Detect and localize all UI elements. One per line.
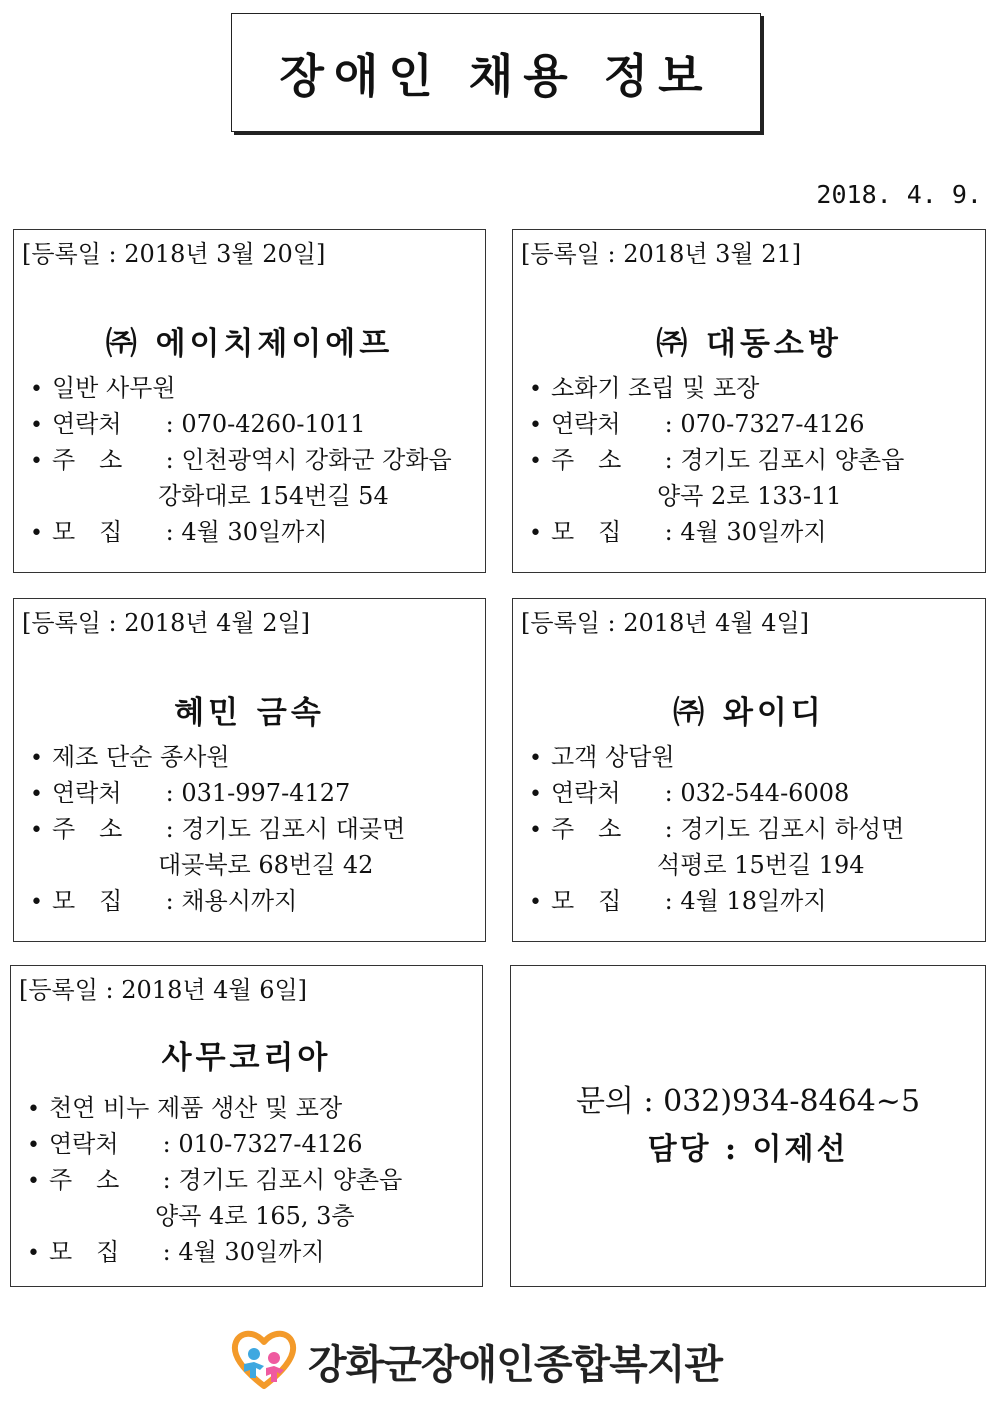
job-card [512,229,986,573]
job-address: • 주 소 : 인천광역시 강화군 강화읍 [30,446,452,474]
job-deadline: • 모 집 : 채용시까지 [30,887,298,915]
registration-date: [등록일 : 2018년 4월 2일] [22,609,311,637]
inquiry-phone: 문의 : 032)934-8464~5 [575,1084,921,1119]
footer-logo [230,1328,722,1394]
title-box [231,13,761,132]
company-name: 혜민 금속 [174,695,325,731]
company-name: ㈜ 에이치제이에프 [105,326,394,362]
registration-date: [등록일 : 2018년 3월 20일] [22,240,326,268]
job-contact: • 연락처 : 010-7327-4126 [27,1130,363,1158]
job-position: • 천연 비누 제품 생산 및 포장 [27,1094,343,1122]
job-address-line2: 양곡 2로 133-11 [657,482,842,510]
document-date: 2018. 4. 9. [816,180,982,209]
job-position: • 일반 사무원 [30,374,176,402]
registration-date: [등록일 : 2018년 3월 21] [521,240,802,268]
registration-date: [등록일 : 2018년 4월 6일] [19,976,308,1004]
job-position: • 고객 상담원 [529,743,675,771]
contact-box [510,965,986,1287]
job-deadline: • 모 집 : 4월 18일까지 [529,887,827,915]
job-card [10,965,483,1287]
job-address-line2: 석평로 15번길 194 [657,851,865,879]
job-address-line2: 강화대로 154번길 54 [158,482,389,510]
job-card [512,598,986,942]
company-name: 사무코리아 [161,1040,332,1076]
job-card [13,229,486,573]
job-position: • 소화기 조립 및 포장 [529,374,760,402]
registration-date: [등록일 : 2018년 4월 4일] [521,609,810,637]
job-card [13,598,486,942]
job-contact: • 연락처 : 070-4260-1011 [30,410,366,438]
job-deadline: • 모 집 : 4월 30일까지 [27,1238,325,1266]
job-address: • 주 소 : 경기도 김포시 양촌읍 [27,1166,403,1194]
job-contact: • 연락처 : 032-544-6008 [529,779,850,807]
manager-name: 담당 : 이제선 [647,1132,849,1167]
job-contact: • 연락처 : 070-7327-4126 [529,410,865,438]
job-address-line2: 대곶북로 68번길 42 [158,851,374,879]
organization-name: 강화군장애인종합복지관 [308,1341,723,1388]
company-name: ㈜ 와이디 [673,695,825,731]
company-name: ㈜ 대동소방 [656,326,842,362]
job-deadline: • 모 집 : 4월 30일까지 [529,518,827,546]
heart-people-icon [230,1326,298,1396]
job-position: • 제조 단순 종사원 [30,743,230,771]
job-address: • 주 소 : 경기도 김포시 대곶면 [30,815,406,843]
job-deadline: • 모 집 : 4월 30일까지 [30,518,328,546]
job-address: • 주 소 : 경기도 김포시 하성면 [529,815,905,843]
job-contact: • 연락처 : 031-997-4127 [30,779,351,807]
job-address-line2: 양곡 4로 165, 3층 [155,1202,355,1230]
page-title: 장애인 채용 정보 [279,48,713,103]
job-address: • 주 소 : 경기도 김포시 양촌읍 [529,446,905,474]
